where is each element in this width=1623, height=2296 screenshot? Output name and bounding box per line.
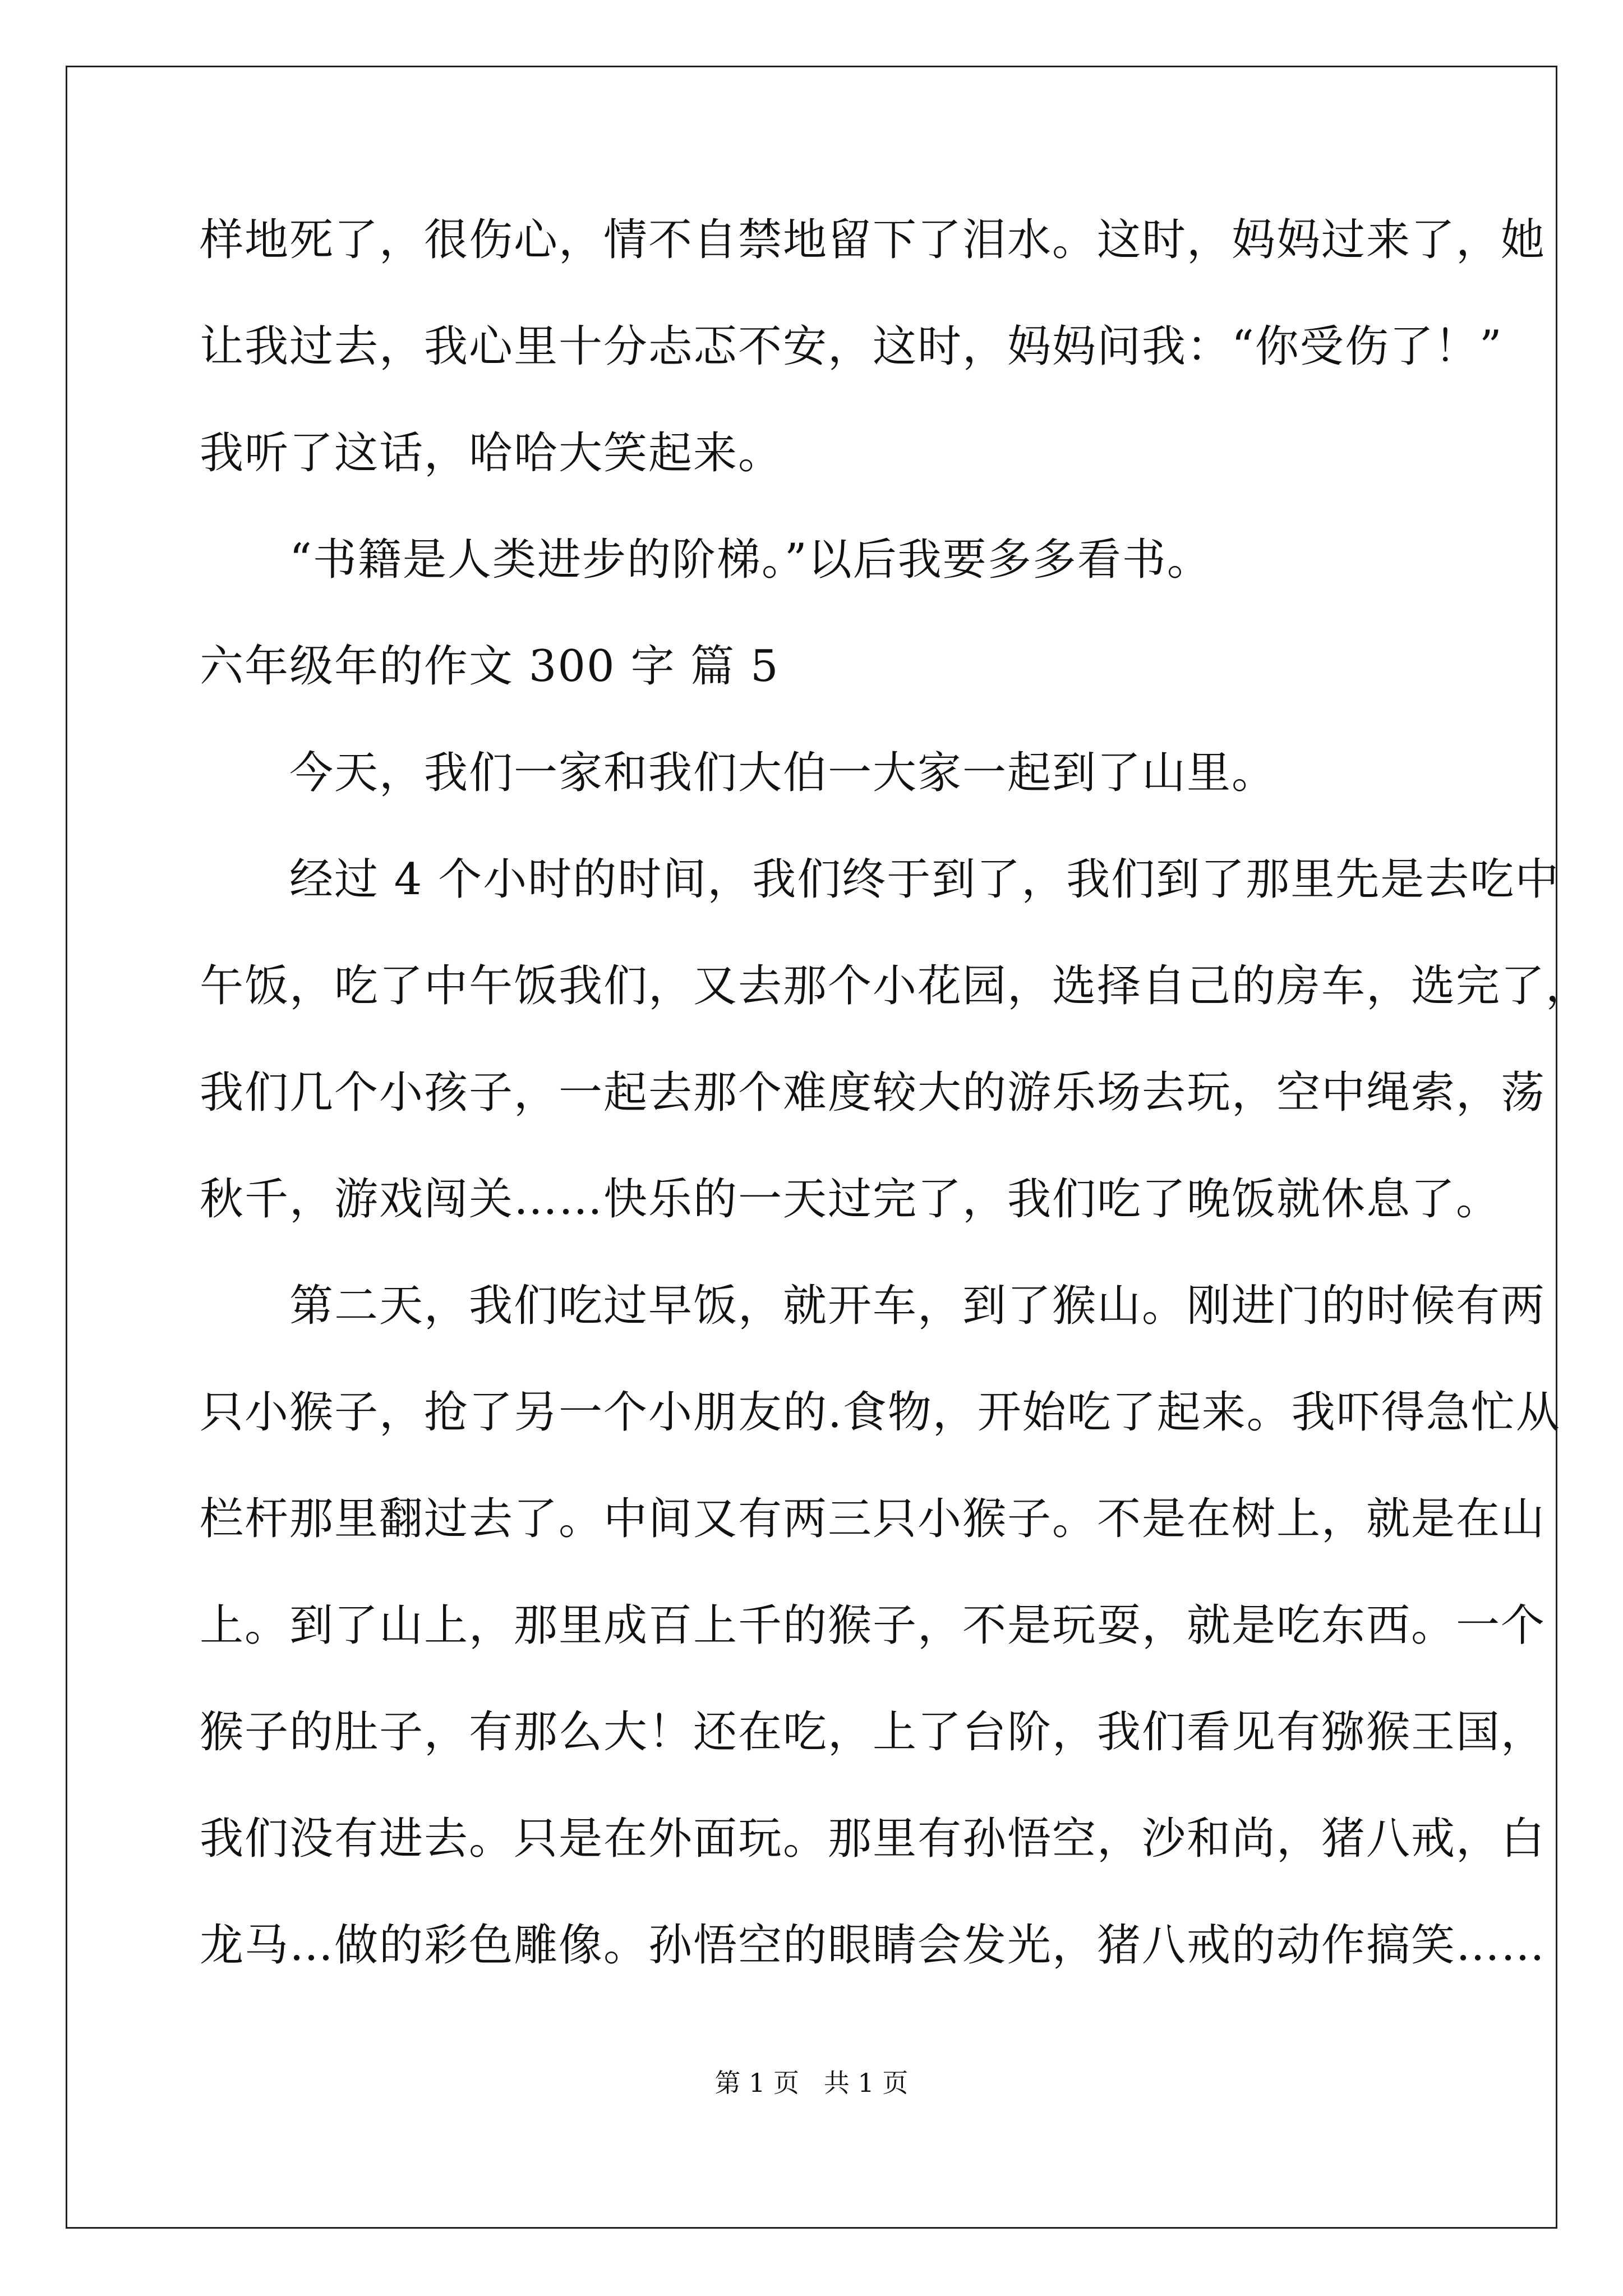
page-footer: 第 1 页 共 1 页 [714,2068,909,2098]
text-line: “书籍是人类进步的阶梯。”以后我要多多看书。 [200,535,1212,585]
text-line: 第二天，我们吃过早饭，就开车，到了猴山。刚进门的时候有两 [200,1281,1546,1331]
section-heading: 六年级年的作文 300 字 篇 5 [200,641,780,692]
text-line: 猴子的肚子，有那么大！还在吃，上了台阶，我们看见有猕猴王国， [200,1707,1546,1757]
text-line: 龙马…做的彩色雕像。孙悟空的眼睛会发光，猪八戒的动作搞笑…… [200,1920,1546,1971]
text-line: 栏杆那里翻过去了。中间又有两三只小猴子。不是在树上，就是在山 [200,1494,1546,1544]
text-line: 只小猴子，抢了另一个小朋友的.食物，开始吃了起来。我吓得急忙从 [200,1387,1561,1438]
text-line: 我们没有进去。只是在外面玩。那里有孙悟空，沙和尚，猪八戒，白 [200,1814,1546,1864]
text-line: 样地死了，很伤心，情不自禁地留下了泪水。这时，妈妈过来了，她 [200,215,1546,265]
text-line: 上。到了山上，那里成百上千的猴子，不是玩耍，就是吃东西。一个 [200,1600,1546,1651]
page-border [66,66,1557,2229]
text-line: 午饭，吃了中午饭我们，又去那个小花园，选择自己的房车，选完了， [200,961,1591,1011]
text-line: 让我过去，我心里十分忐忑不安，这时，妈妈问我：“你受伤了！” [200,321,1503,372]
text-line: 我听了这话，哈哈大笑起来。 [200,428,783,478]
text-line: 秋千，游戏闯关……快乐的一天过完了，我们吃了晚饭就休息了。 [200,1174,1501,1225]
text-line: 今天，我们一家和我们大伯一大家一起到了山里。 [200,748,1277,798]
text-line: 我们几个小孩子，一起去那个难度较大的游乐场去玩，空中绳索，荡 [200,1068,1546,1118]
text-line: 经过 4 个小时的时间，我们终于到了，我们到了那里先是去吃中 [200,854,1560,905]
